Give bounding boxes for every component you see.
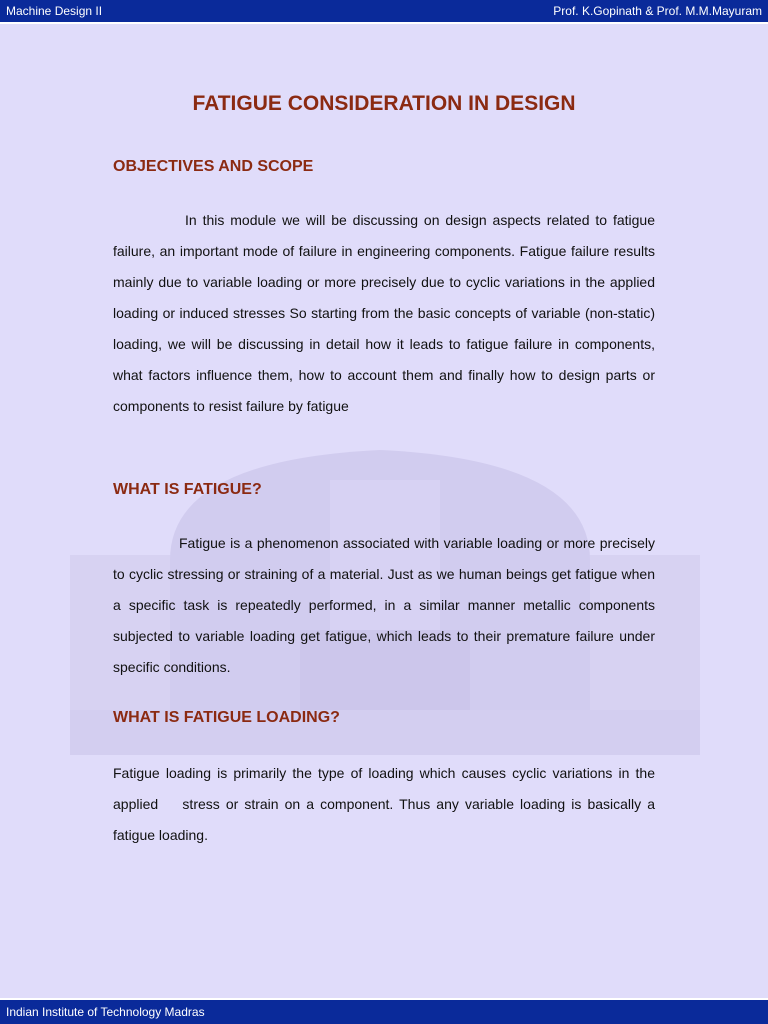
paragraph-objectives: In this module we will be discussing on design aspects related to fatigue failure, an important mode of failure in engineering components. Fatigue failure results mainly due to variable loading or more precisely due to cyclic variations in the applied loading or induced stresses So starting from the basic concepts of variable (non-static) loading, we will be discussing in detail how it leads to fatigue failure in components, what factors influence them, how to account them and finally how to design parts or components to resist failure by fatigue [113, 212, 655, 414]
footer-bar [0, 998, 768, 1024]
paragraph-what-is-fatigue: Fatigue is a phenomenon associated with variable loading or more precisely to cyclic stressing or straining of a material. Just as we human beings get fatigue when a specific task is repeatedly performed, in a similar manner metallic components subjected to variable loading get fatigue, which leads to their premature failure under specific conditions. [113, 535, 655, 675]
section-heading-fatigue-loading: WHAT IS FATIGUE LOADING? [113, 709, 340, 726]
course-title: Machine Design II [6, 4, 103, 18]
page-title: FATIGUE CONSIDERATION IN DESIGN [192, 92, 576, 115]
header-bar [0, 0, 768, 24]
authors: Prof. K.Gopinath & Prof. M.M.Mayuram [553, 4, 762, 18]
institute-name: Indian Institute of Technology Madras [6, 1005, 205, 1019]
paragraph-fatigue-loading: Fatigue loading is primarily the type of loading which causes cyclic variations in the applied stress or strain on a component. Thus any variable loading is basically a fatigue loading. [113, 765, 659, 843]
section-heading-what-is-fatigue: WHAT IS FATIGUE? [113, 481, 262, 498]
section-heading-objectives: OBJECTIVES AND SCOPE [113, 158, 314, 175]
